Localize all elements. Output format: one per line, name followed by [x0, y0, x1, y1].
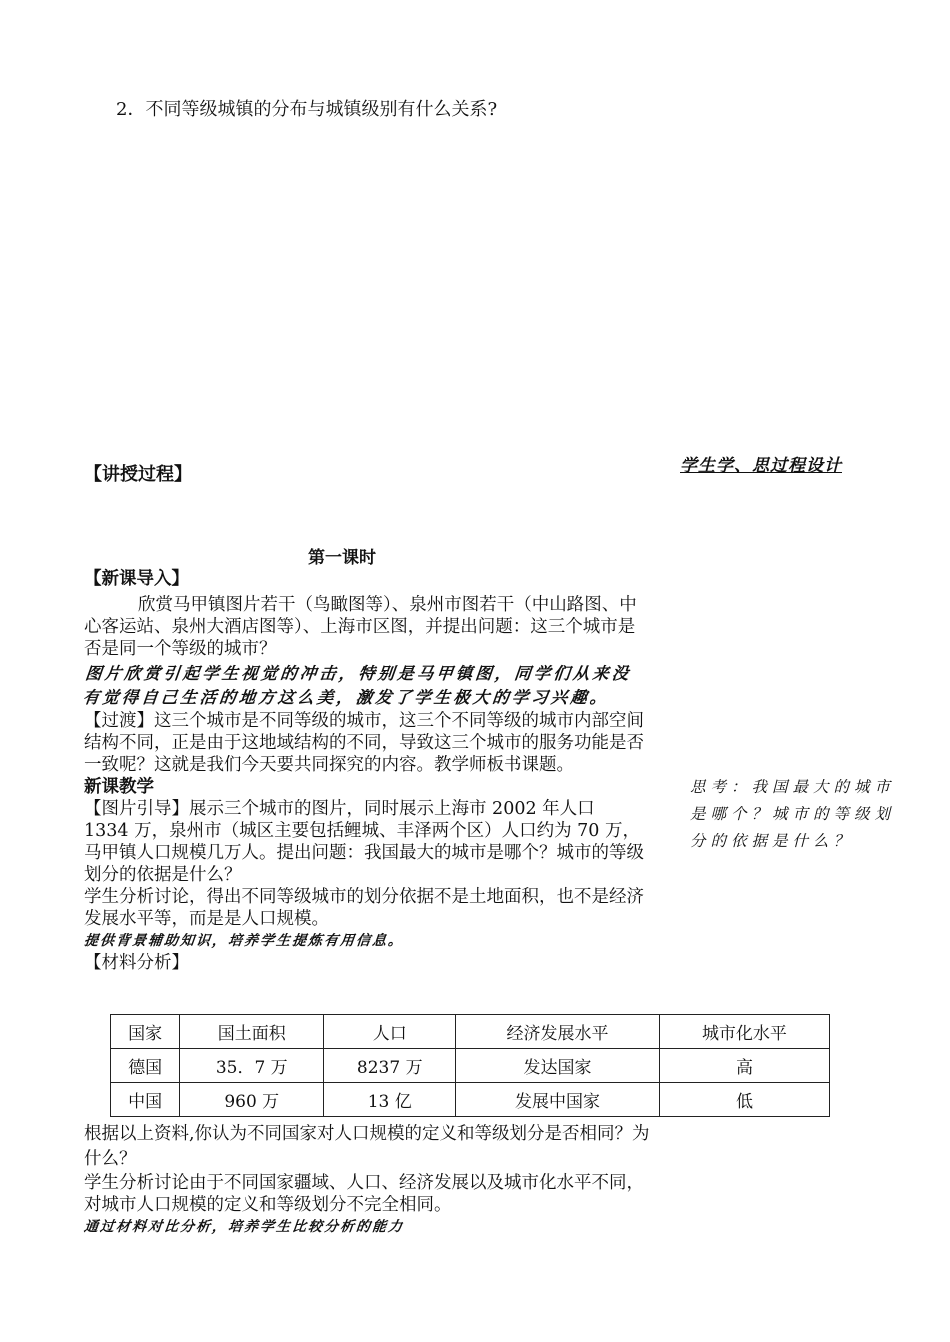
table-header-cell: 城市化水平: [659, 1015, 829, 1049]
picture-guide-paragraph: 【图片引导】展示三个城市的图片，同时展示上海市 2002 年人口 1334 万，泉州市（城区主要包括鲤城、丰泽两个区）人口约为 70 万，马甲镇人口规模几万人。提出问题：我国最大的城市是哪个？城市的等级划分的依据是什么？: [84, 799, 644, 885]
table-cell: 960 万: [180, 1083, 324, 1117]
table-cell: 低: [659, 1083, 829, 1117]
side-column-title: 学生学、思过程设计: [680, 456, 842, 476]
table-cell: 德国: [111, 1049, 180, 1083]
teaching-note-2: 提供背景辅助知识，培养学生提炼有用信息。: [83, 933, 405, 949]
table-header-cell: 经济发展水平: [456, 1015, 660, 1049]
teaching-note-3: 通过材料对比分析，培养学生比较分析的能力: [83, 1219, 405, 1235]
main-column: [81, 568, 644, 974]
discussion-paragraph-2: 学生分析讨论由于不同国家疆域、人口、经济发展以及城市化水平不同，对城市人口规模的定义和等级划分不完全相同。: [84, 1173, 644, 1215]
side-thinking-note: 思考：我国最大的城市是哪个？城市的等级划分的依据是什么？: [690, 778, 896, 850]
table-cell: 8237 万: [324, 1049, 456, 1083]
table-cell: 35．7 万: [180, 1049, 324, 1083]
lesson-title: 第一课时: [308, 548, 376, 568]
discussion-paragraph-1: 学生分析讨论，得出不同等级城市的划分依据不是土地面积，也不是经济发展水平等，而是是人口规模。: [84, 887, 644, 929]
table-cell: 发达国家: [456, 1049, 660, 1083]
table-header-cell: 国土面积: [180, 1015, 324, 1049]
table-cell: 13 亿: [324, 1083, 456, 1117]
comparison-table: [110, 1014, 830, 1117]
table-header-cell: 人口: [324, 1015, 456, 1049]
question-2: 2．不同等级城镇的分布与城镇级别有什么关系?: [116, 99, 498, 120]
table-row: [111, 1049, 830, 1083]
table-cell: 中国: [111, 1083, 180, 1117]
question-after-table: 根据以上资料,你认为不同国家对人口规模的定义和等级划分是否相同？为什么？: [84, 1124, 650, 1169]
table-header-row: [111, 1015, 830, 1049]
material-header: 【材料分析】: [84, 953, 189, 973]
section-title: 【讲授过程】: [84, 464, 192, 485]
intro-header: 【新课导入】: [84, 569, 189, 589]
new-lesson-header: 新课教学: [84, 777, 154, 797]
transition-paragraph: 【过渡】这三个城市是不同等级的城市，这三个不同等级的城市内部空间结构不同，正是由于这地域结构的不同，导致这三个城市的服务功能是否一致呢？这就是我们今天要共同探究的内容。教学师板书课题。: [84, 711, 644, 775]
table-cell: 发展中国家: [456, 1083, 660, 1117]
table-cell: 高: [659, 1049, 829, 1083]
intro-paragraph: 欣赏马甲镇图片若干（鸟瞰图等）、泉州市图若干（中山路图、中心客运站、泉州大酒店图等）、上海市区图，并提出问题：这三个城市是否是同一个等级的城市？: [84, 595, 637, 659]
intro-teaching-note: 图片欣赏引起学生视觉的冲击，特别是马甲镇图，同学们从来没有觉得自己生活的地方这么美，激发了学生极大的学习兴趣。: [81, 664, 633, 707]
table-header-cell: 国家: [111, 1015, 180, 1049]
table-row: [111, 1083, 830, 1117]
after-table-block: [84, 1122, 659, 1238]
